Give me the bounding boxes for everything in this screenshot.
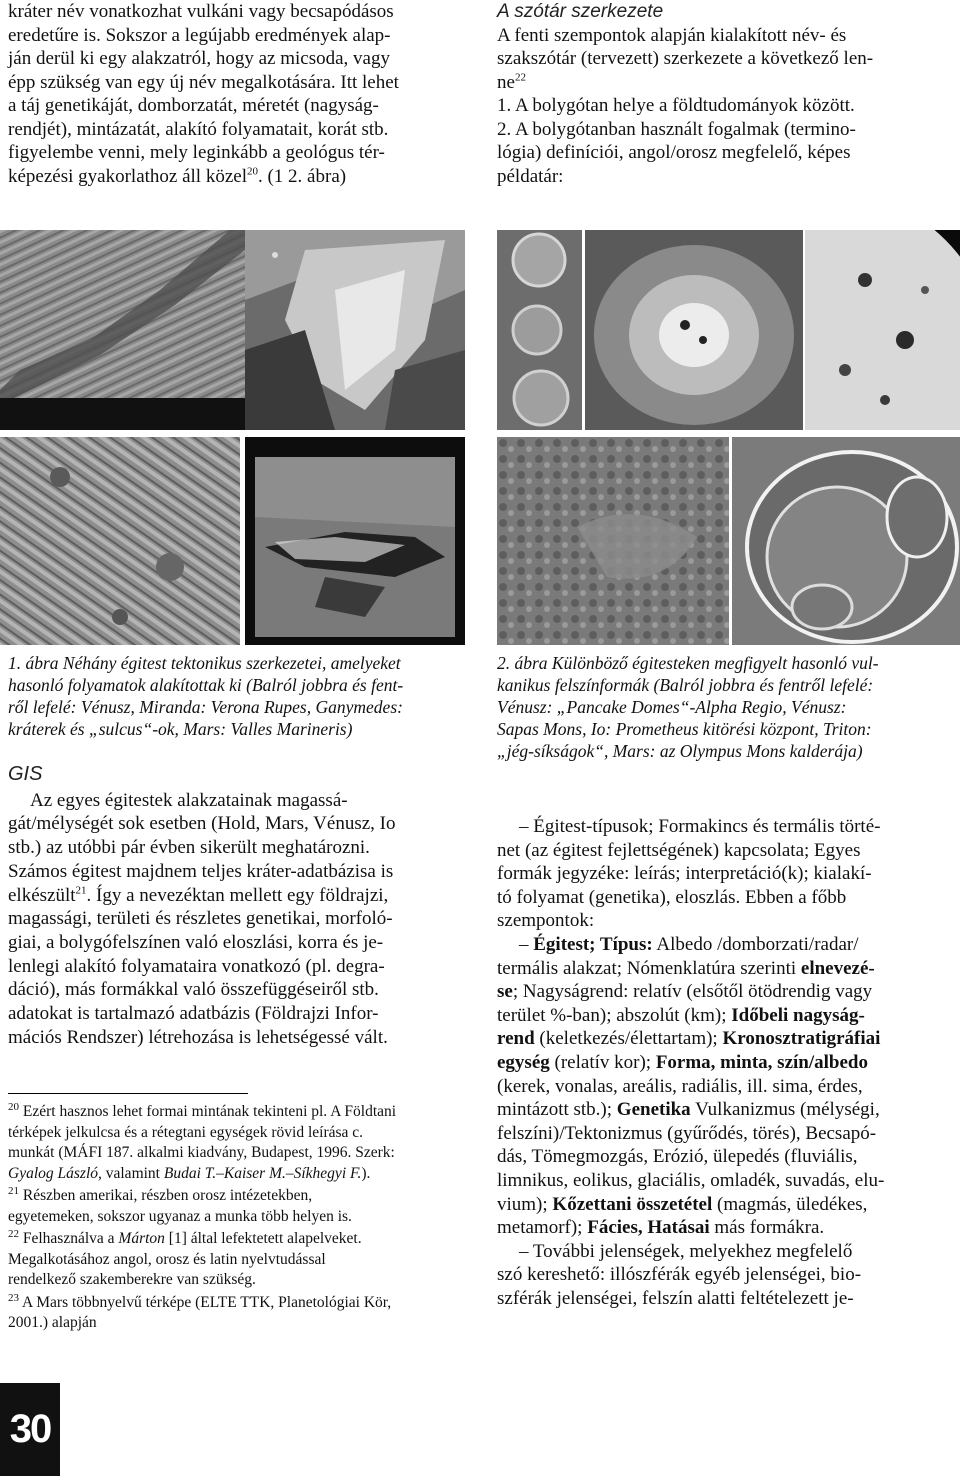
caption-line: hasonló folyamatok alakítottak ki (Balról jobbra és fent- [8, 675, 404, 695]
bold-term: rend [497, 1028, 535, 1050]
bold-term: Forma, minta, szín/albedo [655, 1051, 868, 1073]
caption-line: ről lefelé: Vénusz, Miranda: Verona Rupes, Ganymedes: [8, 697, 403, 717]
text-line: dáció), más formákkal való összefüggéseiről stb. [8, 979, 379, 1001]
intro-left-paragraph [8, 0, 468, 188]
text-line: stb.) az utóbbi pár évben sikerült meghatározni. [8, 837, 370, 859]
text-line: magassági, területi és részletes genetikai, morfoló- [8, 908, 393, 930]
figure1-mars-image [245, 437, 465, 645]
text-line: (kerek, vonalas, areális, radiális, ill. sima, érdes, [497, 1075, 863, 1097]
footnote-text: Ezért hasznos lehet formai mintának tekinteni pl. A Földtani [22, 1103, 397, 1120]
text-line [497, 1027, 957, 1051]
text-span: ; Nagyságrend: relatív (elsőtől ötödrendig vagy [512, 981, 873, 1003]
text-line: eredetűre is. Sokszor a legújabb eredmények alap- [8, 24, 391, 46]
figure2-olympus-mons-image [732, 437, 960, 645]
text-line: szempontok: [497, 910, 595, 932]
footnote-text: A Mars többnyelvű térképe (ELTE TTK, Planetológiai Kör, [22, 1293, 392, 1311]
list-item: 1. A bolygótan helye a földtudományok között. [497, 95, 855, 116]
text-span: Albedo /domborzati/radar/ [652, 933, 859, 955]
text-line: A fenti szempontok alapján kialakított név- és [497, 24, 847, 46]
footnote-text: valamint [101, 1164, 164, 1182]
footnote-text: térképek jelkulcsa és a rétegtani egységek rövid leírása c. [8, 1123, 364, 1141]
list-item: 2. A bolygótanban használt fogalmak (termino- [497, 118, 856, 140]
figure1-venus-image [0, 230, 245, 430]
caption-line: 2. ábra Különböző égitesteken megfigyelt hasonló vul- [497, 653, 879, 673]
text-line: lenlegi alakító folyamataira vonatkozó (pl. degra- [8, 955, 385, 977]
bold-term: Égitest; Típus: [533, 933, 653, 955]
author-name: Márton [118, 1230, 165, 1247]
figure1-ganymedes-image [0, 437, 240, 645]
figure1-caption [8, 652, 478, 740]
text-span: más formákra. [709, 1217, 825, 1239]
text-line: Számos égitest majdnem teljes kráter-adatbázisa is [8, 860, 394, 882]
text-line: adatokat is tartalmazó adatbázis (Földrajzi Infor- [8, 1003, 379, 1025]
text-line [497, 980, 957, 1004]
footnote-number: 23 [8, 1291, 19, 1304]
footnote-text: 2001.) alapján [8, 1314, 97, 1331]
text-line [8, 165, 468, 189]
caption-line: kanikus felszínformák (Balról jobbra és fentről lefelé: [497, 675, 874, 695]
text-span: . Így a nevezéktan mellett egy földrajzi, [86, 884, 389, 906]
text-span: elkészült [8, 884, 76, 906]
text-span: vium); [497, 1193, 553, 1215]
footnote-text: Részben amerikai, részben orosz intézetekben, [22, 1187, 313, 1204]
footnote-text: ). [361, 1164, 371, 1182]
gis-section [8, 763, 468, 1049]
footnote-number: 20 [8, 1100, 19, 1113]
text-span: (keletkezés/élettartam); [534, 1028, 723, 1050]
figure2-sapas-mons-image [585, 230, 803, 430]
text-line: lógia) definíciói, angol/orosz megfelelő, képes [497, 142, 851, 163]
footnote-text [8, 1164, 478, 1185]
text-span: . (1 2. ábra) [257, 165, 347, 187]
text-line: mációs Rendszer) létrehozása is lehetségessé vált. [8, 1026, 388, 1048]
footnote-ref: 22 [514, 71, 526, 84]
text-line: kráter név vonatkozhat vulkáni vagy becsapódásos [8, 1, 394, 22]
text-line [497, 1051, 957, 1075]
footnote-number: 22 [8, 1227, 19, 1240]
figure2-pancake-domes-image [497, 230, 582, 430]
figure2-io-prometheus-image [805, 230, 960, 430]
text-span: (magmás, üledékes, [712, 1193, 868, 1215]
footnote-22 [8, 1229, 478, 1250]
footnote-text: Megalkotásához angol, orosz és latin nyelvtudással [8, 1250, 326, 1268]
text-line: tó folyamat (genetika), eloszlás. Ebben a főbb [497, 886, 847, 908]
text-span: termális alakzat; Nómenklatúra szerinti [497, 957, 801, 979]
text-line: példatár: [497, 165, 564, 187]
text-line: net (az égitest fejlettségének) kapcsolata; Egyes [497, 839, 861, 861]
bold-term: Fácies, Hatásai [587, 1217, 710, 1239]
caption-line: Sapas Mons, Io: Prometheus kitörési központ, Triton: [497, 719, 872, 739]
right-body [497, 815, 957, 1310]
text-span: ne [497, 71, 515, 93]
footnote-ref: 21 [75, 884, 87, 897]
text-span: Vulkanizmus (mélységi, [690, 1099, 880, 1121]
bold-term: elnevezé- [800, 957, 875, 979]
text-line: formák jegyzéke: leírás; interpretáció(k); kialakí- [497, 863, 872, 885]
author-name: Gyalog László, [8, 1164, 102, 1182]
text-line: épp szükség van egy új név megalkotására. Itt lehet [8, 71, 399, 93]
footnote-text: munkát (MÁFI 187. alkalmi kiadvány, Budapest, 1996. Szerk: [8, 1144, 395, 1161]
footnote-text: rendelkező szakemberekre van szükség. [8, 1271, 256, 1288]
text-line: a táj genetikáját, domborzatát, méretét (nagyság- [8, 95, 379, 116]
text-line: giai, a bolygófelszínen való eloszlási, korra és je- [8, 931, 384, 953]
footnote-divider [8, 1093, 248, 1094]
caption-line: 1. ábra Néhány égitest tektonikus szerkezetei, amelyeket [8, 653, 401, 673]
footnote-ref: 20 [246, 165, 258, 178]
text-line: figyelembe venni, mely leginkább a geológus tér- [8, 142, 385, 163]
text-span: terület %-ban); abszolút (km); [497, 1004, 732, 1026]
footnote-text: [1] által lefektetett alapelveket. [164, 1230, 362, 1247]
section-heading: GIS [8, 763, 43, 785]
text-line [497, 1098, 957, 1122]
bold-term: Kronosztratigráfiai [722, 1028, 881, 1050]
text-span: képezési gyakorlathoz áll közel [8, 165, 247, 187]
text-line: szakszótár (tervezett) szerkezete a következő len- [497, 48, 874, 69]
bold-term: egység [497, 1051, 550, 1073]
text-line: szférák jelenségei, felszín alatti feltételezett je- [497, 1287, 854, 1309]
text-line: – További jelenségek, melyekhez megfelelő [519, 1240, 853, 1262]
figure2-caption [497, 652, 957, 762]
caption-line: kráterek és „sulcus“-ok, Mars: Valles Marineris) [8, 719, 353, 739]
bold-term: Kőzettani összetétel [552, 1193, 713, 1215]
text-line [8, 884, 468, 908]
page-number: 30 [0, 1383, 60, 1476]
text-span: metamorf); [497, 1217, 588, 1239]
figure2-triton-image [497, 437, 729, 645]
footnote-number: 21 [8, 1184, 19, 1197]
footnotes [8, 1102, 478, 1334]
footnote-text: Felhasználva a [22, 1230, 119, 1247]
text-line: gát/mélységét sok esetben (Hold, Mars, Vénusz, Io [8, 813, 396, 835]
text-line: limnikus, eolikus, glaciális, omladék, suvadás, elu- [497, 1169, 885, 1191]
text-span: mintázott stb.); [497, 1099, 617, 1121]
author-name: Budai T.–Kaiser M.–Síkhegyi F. [163, 1164, 362, 1182]
bold-term: se [497, 981, 513, 1003]
text-line [497, 933, 957, 957]
footnote-20 [8, 1102, 478, 1123]
text-line: dás, Tömegmozgás, Erózió, ülepedés (fluviális, [497, 1146, 858, 1168]
text-line: – Égitest-típusok; Formakincs és termális törté- [519, 816, 881, 837]
bold-term: Időbeli nagyság- [731, 1004, 865, 1026]
text-line [497, 71, 957, 95]
text-line: rendjét), mintázatát, alakító folyamatait, korát stb. [8, 118, 389, 140]
szotar-section [497, 0, 957, 188]
text-span: – [519, 933, 534, 955]
bold-term: Genetika [616, 1099, 691, 1121]
footnote-23 [8, 1293, 478, 1314]
text-span: (relatív kor); [549, 1051, 656, 1073]
text-line [497, 1193, 957, 1217]
text-line [497, 1004, 957, 1028]
text-line: felszíni)/Tektonizmus (gyűrődés, törés), Becsapó- [497, 1122, 877, 1144]
text-line: szó kereshető: illószférák egyéb jelenségei, bio- [497, 1264, 862, 1286]
text-line [497, 957, 957, 981]
text-line [497, 1216, 957, 1240]
section-heading: A szótár szerkezete [497, 1, 664, 22]
text-line: ján derül ki egy alakzatról, hogy az micsoda, vagy [8, 48, 390, 69]
text-line: Az egyes égitestek alakzatainak magassá- [30, 789, 348, 811]
figure1-miranda-image [245, 230, 465, 430]
footnote-text: egyetemeken, sokszor ugyanaz a munka több helyen is. [8, 1207, 352, 1225]
caption-line: „jég-síkságok“, Mars: az Olympus Mons kalderája) [497, 741, 863, 761]
caption-line: Vénusz: „Pancake Domes“-Alpha Regio, Vénusz: [497, 697, 847, 717]
footnote-21 [8, 1186, 478, 1207]
